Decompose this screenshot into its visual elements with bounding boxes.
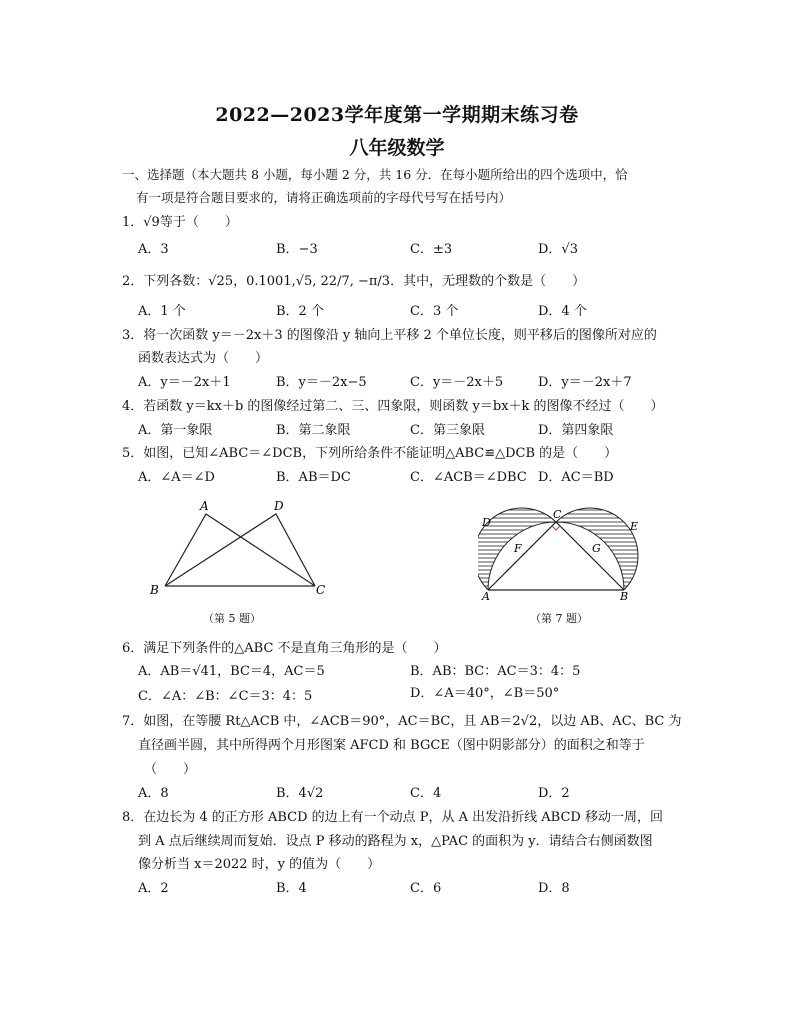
q1-option-b: B．−3 xyxy=(276,242,318,257)
fig5-label-d: D xyxy=(274,499,284,513)
fig5-label-b: B xyxy=(150,583,159,597)
q8-option-b: B．4 xyxy=(276,881,307,896)
question-3-line1: 3．将一次函数 y＝－2x＋3 的图像沿 y 轴向上平移 2 个单位长度，则平移后的图像所对应的 xyxy=(122,328,657,343)
question-1-line: 1．√9等于（ ） xyxy=(122,215,238,230)
q3-option-b: B．y＝－2x−5 xyxy=(276,375,367,390)
q1-option-c: C．±3 xyxy=(410,242,453,257)
question-8-line1: 8．在边长为 4 的正方形 ABCD 的边上有一个动点 P，从 A 出发沿折线 ABCD 移动一周，回 xyxy=(122,810,663,825)
question-6-line: 6．满足下列条件的△ABC 不是直角三角形的是（ ） xyxy=(122,641,447,656)
question-5-line: 5．如图，已知∠ABC＝∠DCB，下列所给条件不能证明△ABC≌△DCB 的是（ ） xyxy=(122,446,618,461)
question-3-line2: 函数表达式为（ ） xyxy=(138,351,269,366)
question-2-line: 2．下列各数：√25，0.1001,√5, 22/7, −π/3．其中，无理数的个数是（ ） xyxy=(122,274,586,289)
q7-option-a: A．8 xyxy=(138,786,169,801)
question-7-line2: 直径画半圆，其中所得两个月形图案 AFCD 和 BGCE（图中阴影部分）的面积之和等于 xyxy=(138,738,645,753)
figure-5 xyxy=(140,496,340,606)
q5-option-d: D．AC＝BD xyxy=(538,470,614,485)
fig7-label-c: C xyxy=(553,508,562,521)
q7-option-c: C．4 xyxy=(410,786,442,801)
q4-option-c: C．第三象限 xyxy=(410,423,485,438)
page-title: 2022—2023学年度第一学期期末练习卷 xyxy=(215,104,579,126)
q8-option-a: A．2 xyxy=(138,881,169,896)
q3-option-c: C．y＝－2x＋5 xyxy=(410,375,504,390)
q6-option-c: C．∠A：∠B：∠C＝3：4：5 xyxy=(138,689,313,704)
figure-7 xyxy=(478,500,648,605)
q2-option-a: A．1 个 xyxy=(138,304,186,319)
q6-option-d: D．∠A＝40°，∠B＝50° xyxy=(410,686,560,701)
q4-option-b: B．第二象限 xyxy=(276,423,351,438)
question-4-line: 4．若函数 y＝kx＋b 的图像经过第二、三、四象限，则函数 y＝bx＋k 的图像不经过（ ） xyxy=(122,399,664,414)
q5-option-a: A．∠A＝∠D xyxy=(138,470,215,485)
q8-option-c: C．6 xyxy=(410,881,442,896)
q7-option-d: D．2 xyxy=(538,786,570,801)
fig5-label-a: A xyxy=(200,499,209,513)
section-heading-line1: 一、选择题（本大题共 8 小题，每小题 2 分，共 16 分．在每小题所给出的四个选项中，恰 xyxy=(122,167,628,182)
fig5-segment-bac xyxy=(165,514,315,586)
q1-option-a: A．3 xyxy=(138,242,169,257)
q7-option-b: B．4√2 xyxy=(276,786,324,801)
question-8-line3: 像分析当 x＝2022 时，y 的值为（ ） xyxy=(138,857,381,872)
q2-option-d: D．4 个 xyxy=(538,304,587,319)
fig7-label-e: E xyxy=(630,520,639,533)
fig7-label-a: A xyxy=(482,590,490,603)
fig7-right-angle-mark xyxy=(552,526,560,530)
q4-option-a: A．第一象限 xyxy=(138,423,213,438)
q6-option-b: B．AB：BC：AC＝3：4：5 xyxy=(410,664,581,679)
fig7-label-f: F xyxy=(514,542,522,555)
q6-option-a: A．AB＝√41，BC＝4，AC＝5 xyxy=(138,664,325,679)
q4-option-d: D．第四象限 xyxy=(538,423,614,438)
fig7-label-d: D xyxy=(482,516,491,529)
question-8-line2: 到 A 点后继续周而复始．设点 P 移动的路程为 x，△PAC 的面积为 y．请结合右侧函数图 xyxy=(138,834,653,849)
q5-option-c: C．∠ACB＝∠DBC xyxy=(410,470,527,485)
q2-option-b: B．2 个 xyxy=(276,304,324,319)
fig7-label-g: G xyxy=(592,542,601,555)
question-7-line3: （ ） xyxy=(144,762,197,777)
q1-option-d: D．√3 xyxy=(538,242,578,257)
question-7-line1: 7．如图，在等腰 Rt△ACB 中，∠ACB＝90°，AC＝BC，且 AB＝2√2，以边 AB、AC、BC 为 xyxy=(122,714,682,729)
q2-option-c: C．3 个 xyxy=(410,304,459,319)
fig7-label-b: B xyxy=(620,590,629,603)
figure-7-caption: （第 7 题） xyxy=(530,612,588,625)
section-heading-line2: 有一项是符合题目要求的，请将正确选项前的字母代号写在括号内） xyxy=(136,190,512,205)
page-subtitle: 八年级数学 xyxy=(349,137,445,159)
q3-option-a: A．y＝－2x＋1 xyxy=(138,375,231,390)
fig5-segment-bdc xyxy=(165,514,315,586)
q5-option-b: B．AB＝DC xyxy=(276,470,351,485)
q8-option-d: D．8 xyxy=(538,881,570,896)
fig5-label-c: C xyxy=(316,583,326,597)
figure-5-caption: （第 5 题） xyxy=(203,612,261,625)
q3-option-d: D．y＝－2x＋7 xyxy=(538,375,632,390)
